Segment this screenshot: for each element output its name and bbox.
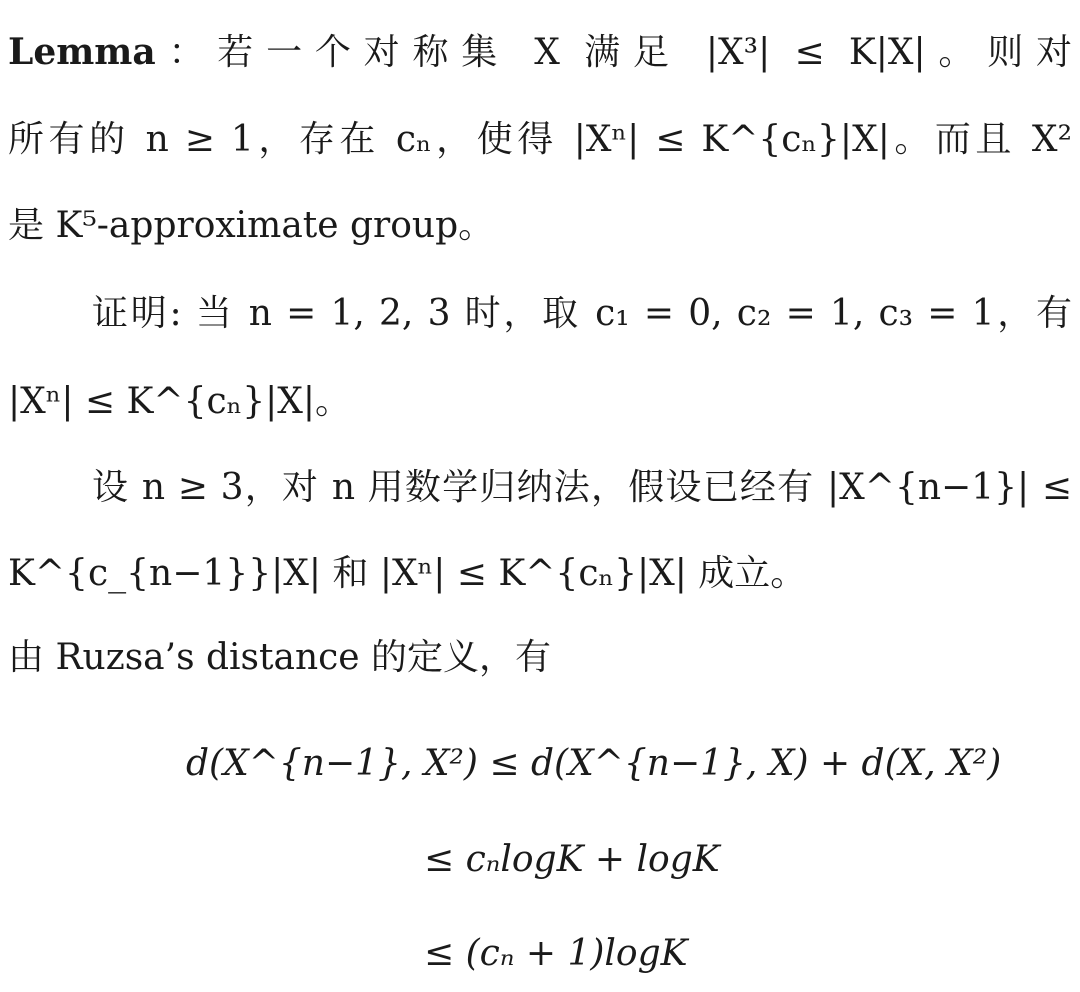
lemma-line-3: 是 K⁵-approximate group。	[8, 205, 495, 246]
proof-paragraph-2-line-2: K^{c_{n−1}}|X| 和 |Xⁿ| ≤ K^{cₙ}|X| 成立。	[8, 553, 807, 594]
lemma-line-1-text: ：若一个对称集 X 满足 |X³| ≤ K|X|。则对	[155, 32, 1072, 73]
lemma-line-2: 所有的 n ≥ 1，存在 cₙ，使得 |Xⁿ| ≤ K^{cₙ}|X|。而且 X²	[8, 119, 1072, 160]
proof-paragraph-1-line-1: 证明: 当 n = 1, 2, 3 时，取 c₁ = 0, c₂ = 1, c₃ = 1，有	[92, 293, 1072, 334]
proof-paragraph-2-line-1: 设 n ≥ 3，对 n 用数学归纳法，假设已经有 |X^{n−1}| ≤	[92, 467, 1072, 508]
equation-line-1: d(X^{n−1}, X²) ≤ d(X^{n−1}, X) + d(X, X²)	[186, 743, 1002, 784]
proof-paragraph-3-line-1: 由 Ruzsa’s distance 的定义，有	[8, 637, 552, 678]
equation-line-3: ≤ (cₙ + 1)logK	[424, 933, 688, 974]
proof-paragraph-1-line-2: |Xⁿ| ≤ K^{cₙ}|X|。	[8, 381, 352, 422]
lemma-keyword: Lemma	[8, 31, 156, 73]
equation-line-2: ≤ cₙlogK + logK	[424, 839, 720, 880]
lemma-line-1	[8, 30, 1072, 75]
